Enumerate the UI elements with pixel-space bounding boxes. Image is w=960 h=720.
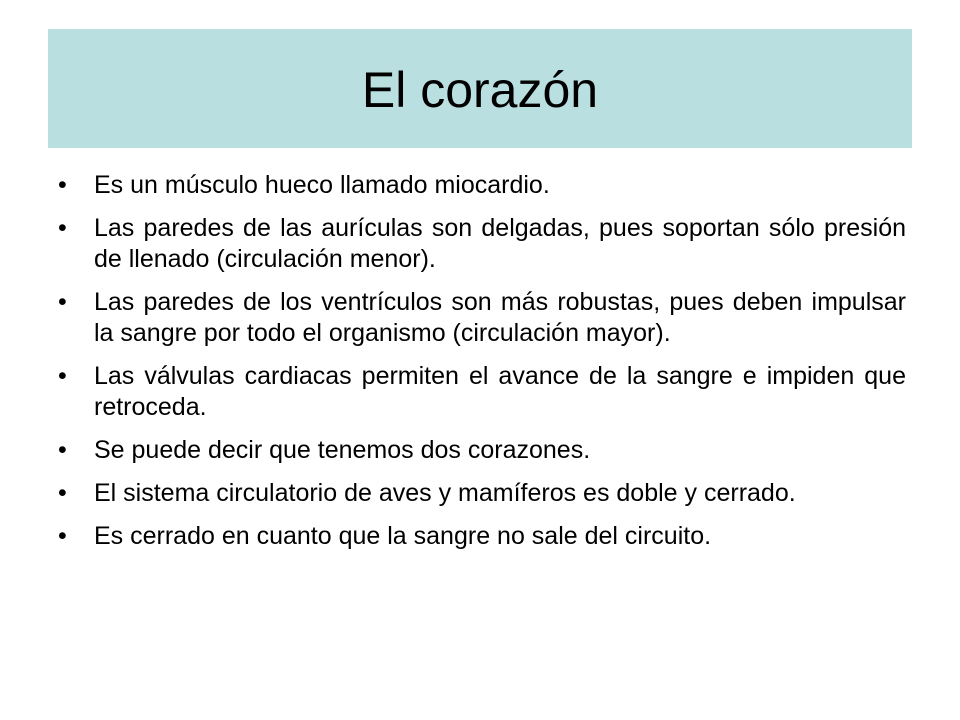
bullet-list <box>56 170 906 564</box>
bullet-text: Se puede decir que tenemos dos corazones. <box>94 436 591 464</box>
bullet-marker: • <box>58 479 67 507</box>
bullet-marker: • <box>58 171 67 199</box>
bullet-item <box>56 287 906 349</box>
bullet-item <box>56 170 906 201</box>
bullet-text: El sistema circulatorio de aves y mamíferos es doble y cerrado. <box>94 479 796 507</box>
bullet-text: Las válvulas cardiacas permiten el avance de la sangre e impiden que retroceda. <box>94 362 906 421</box>
bullet-marker: • <box>58 214 67 242</box>
bullet-item <box>56 521 906 552</box>
bullet-item <box>56 361 906 423</box>
title-band <box>48 29 912 148</box>
bullet-item <box>56 478 906 509</box>
bullet-marker: • <box>58 436 67 464</box>
bullet-marker: • <box>58 362 67 390</box>
bullet-text: Es un músculo hueco llamado miocardio. <box>94 171 550 199</box>
bullet-text: Las paredes de las aurículas son delgadas, pues soportan sólo presión de llenado (circulación menor). <box>94 214 906 273</box>
bullet-item <box>56 435 906 466</box>
bullet-marker: • <box>58 288 67 316</box>
bullet-text: Es cerrado en cuanto que la sangre no sale del circuito. <box>94 522 712 550</box>
bullet-marker: • <box>58 522 67 550</box>
bullet-item <box>56 213 906 275</box>
bullet-text: Las paredes de los ventrículos son más robustas, pues deben impulsar la sangre por todo el organismo (circulación mayor). <box>94 288 906 347</box>
slide-title: El corazón <box>361 61 599 118</box>
